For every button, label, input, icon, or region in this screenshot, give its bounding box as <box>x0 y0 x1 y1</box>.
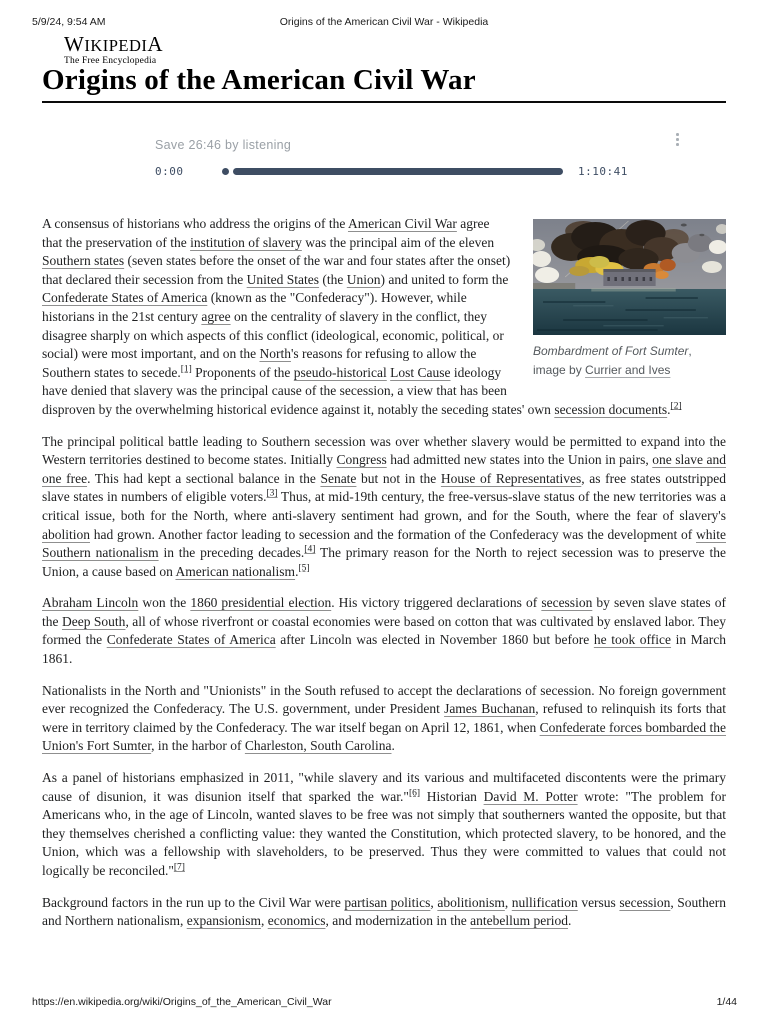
text-segment: , <box>504 894 512 910</box>
wordmark-letters: IKIPEDI <box>84 36 148 55</box>
paragraph <box>42 769 726 881</box>
listen-to-article-player <box>155 138 715 178</box>
text-segment: , all of whose riverfront or coastal economies were based on cotton that was cultivated by enslaved labor. They formed the <box>42 613 726 648</box>
text-segment: , <box>260 913 268 929</box>
reference-link[interactable]: [4] <box>304 544 316 555</box>
article-link[interactable]: 1860 presidential election <box>190 595 332 611</box>
article-link[interactable]: Deep South <box>61 613 126 629</box>
article-link[interactable]: secession documents <box>554 401 668 417</box>
paragraph-text <box>42 895 726 929</box>
text-segment: . <box>667 401 671 417</box>
text-segment: by seven slave states of the <box>42 595 726 629</box>
text-segment: (known as the "Confederacy"). However, while historians in the 21st century <box>42 290 467 324</box>
text-segment: in March 1861. <box>42 632 726 667</box>
kebab-menu-icon[interactable] <box>673 130 682 149</box>
article-link[interactable]: North <box>259 346 291 362</box>
article-link[interactable]: Congress <box>336 452 387 468</box>
article-link[interactable]: agree <box>201 308 231 324</box>
article-link[interactable]: Union <box>346 271 381 287</box>
text-segment: versus <box>577 894 620 910</box>
text-segment: ) and united to form the <box>380 271 509 287</box>
article-link[interactable]: abolition <box>42 526 90 542</box>
article-link[interactable]: James Buchanan <box>444 701 536 717</box>
article-link[interactable]: nullification <box>511 894 578 910</box>
wordmark-letter: A <box>147 32 164 56</box>
article-link[interactable]: Senate <box>320 470 357 486</box>
wikipedia-tagline: The Free Encyclopedia <box>64 56 157 66</box>
article-link[interactable]: Confederate States of America <box>42 290 208 306</box>
article-link[interactable]: Confederate States of America <box>106 632 276 648</box>
print-header-doc-title: Origins of the American Civil War - Wikipedia <box>279 16 489 28</box>
playhead-dot[interactable] <box>222 168 229 175</box>
reference-link[interactable]: [7] <box>173 862 185 873</box>
article-link[interactable]: abolitionism <box>437 894 505 910</box>
article-link[interactable]: Lost Cause <box>390 364 451 380</box>
reference-link[interactable]: [6] <box>408 788 421 799</box>
article-link[interactable]: economics <box>267 913 326 929</box>
text-segment: Bombardment of Fort Sumter <box>533 344 689 358</box>
text-segment: after Lincoln was elected in November 1860 but before <box>275 632 594 648</box>
figure-caption <box>533 342 726 380</box>
text-segment: . His victory triggered declarations of <box>331 595 542 611</box>
text-segment: ideology have denied that slavery was the principal cause of the secession, a view that has been disproven by the overwhelming historical evidence against it, notably the seceding states' own <box>42 364 555 417</box>
reference-link[interactable]: [3] <box>266 488 278 499</box>
paragraph-text <box>42 595 726 666</box>
article-link[interactable]: expansionism <box>186 913 261 929</box>
text-segment: in the preceding decades. <box>158 545 305 561</box>
paragraph-text <box>42 770 726 878</box>
article-link[interactable]: white Southern nationalism <box>42 526 726 561</box>
article-body <box>42 202 726 944</box>
text-segment: Proponents of the <box>191 364 294 380</box>
text-segment: , and modernization in the <box>325 913 471 929</box>
page-indicator: 1/44 <box>716 996 737 1008</box>
text-segment: A consensus of historians who address the origins of the <box>42 216 348 231</box>
paragraph-text <box>42 434 726 579</box>
article-link[interactable]: House of Representatives <box>440 470 582 486</box>
text-segment: won the <box>138 595 191 611</box>
text-segment: . <box>568 913 572 929</box>
paragraph-text <box>42 683 726 754</box>
article-link[interactable]: Southern states <box>42 253 125 269</box>
article-link[interactable]: institution of slavery <box>190 234 302 250</box>
article-link[interactable]: antebellum period <box>470 913 569 929</box>
text-segment: Background factors in the run up to the Civil War were <box>42 894 345 910</box>
paragraph <box>42 433 726 582</box>
current-time: 0:00 <box>155 165 184 178</box>
text-segment: was the principal aim of the eleven <box>301 234 495 250</box>
text-segment: had admitted new states into the Union in pairs, <box>386 452 653 468</box>
article-link[interactable]: Charleston, South Carolina <box>244 738 392 754</box>
article-link[interactable]: secession <box>541 595 593 611</box>
text-segment: Historian <box>420 788 484 804</box>
fort-sumter-figure <box>533 219 726 380</box>
text-segment: The principal political battle leading to Southern secession was over whether slavery would be permitted to expand into the Western territories destined to become states. Initially <box>42 433 726 468</box>
paragraph <box>42 682 726 756</box>
reference-link[interactable]: [5] <box>298 563 310 574</box>
reference-link[interactable]: [1] <box>180 364 192 375</box>
audio-progress-bar[interactable] <box>233 168 563 175</box>
text-segment: , <box>430 894 438 910</box>
article-link[interactable]: he took office <box>593 632 672 648</box>
text-segment: 's reasons for refusing to allow the Southern states to secede. <box>42 346 477 380</box>
text-segment: (seven states before the onset of the war and four states after the onset) that declared their secession from the <box>42 253 511 287</box>
text-segment: had grown. Another factor leading to secession and the formation of the Confederacy was the development of <box>90 526 696 542</box>
fort-sumter-image[interactable] <box>533 219 726 335</box>
article-link[interactable]: Currier and Ives <box>585 363 671 378</box>
text-segment: but not in the <box>356 470 441 486</box>
wikipedia-logo <box>64 34 163 67</box>
wikipedia-wordmark <box>64 34 163 55</box>
text-segment: , as free states outstripped slave states in numbers of eligible voters. <box>42 470 726 505</box>
article-link[interactable]: David M. Potter <box>483 788 578 804</box>
text-segment: . This had kept a sectional balance in the <box>87 470 321 486</box>
article-link[interactable]: American nationalism <box>175 563 296 579</box>
save-by-listening-label: Save 26:46 by listening <box>155 138 292 152</box>
text-segment: . <box>391 738 395 754</box>
footer-url: https://en.wikipedia.org/wiki/Origins_of_the_American_Civil_War <box>32 996 332 1008</box>
article-link[interactable]: partisan politics <box>344 894 431 910</box>
article-link[interactable]: one slave and one free <box>42 452 727 486</box>
text-segment: , refused to relinquish its forts that were in territory claimed by the Confederacy. The war itself began on April 12, 1861, when <box>42 701 726 735</box>
text-segment: , in the harbor of <box>151 738 245 754</box>
text-segment: , Southern and Northern nationalism, <box>42 894 727 929</box>
text-segment: Nationalists in the North and "Unionists" in the South refused to accept the declarations of secession. No foreign government ever recognized the Confederacy. The U.S. government, under President <box>42 682 726 717</box>
text-segment: The primary reason for the North to reject secession was to preserve the Union, a cause based on <box>42 545 726 579</box>
text-segment: , image by <box>533 344 692 378</box>
article-link[interactable]: Confederate forces bombarded the Union's Fort Sumter <box>42 719 726 754</box>
text-segment: . <box>295 563 299 579</box>
total-time: 1:10:41 <box>578 165 628 178</box>
wordmark-letter: W <box>64 32 85 56</box>
article-link[interactable]: secession <box>619 894 671 910</box>
paragraph <box>42 894 726 931</box>
print-header-datetime: 5/9/24, 9:54 AM <box>32 16 106 28</box>
paragraph <box>42 594 726 668</box>
article-link[interactable]: American Civil War <box>347 216 457 231</box>
text-segment: Thus, at mid-19th century, the free-versus-slave status of the new territories was a critical issue, both for the North, where anti-slavery sentiment had grown, and for the South, where the fear of slavery's <box>42 489 726 523</box>
article-link[interactable]: Abraham Lincoln <box>42 595 139 611</box>
article-link[interactable]: pseudo-historical <box>293 364 387 380</box>
text-segment: (the <box>319 271 347 287</box>
article-link[interactable]: United States <box>246 271 320 287</box>
text-segment: wrote: "The problem for Americans who, in the age of Lincoln, wanted slaves to be free was not simply that southerners wanted the opposite, but that they themselves cherished a conflicting value: they wanted the Constitution, which protected slavery, to be honored, and the Union, which was a fellowship with slaveholders, to be preserved. Thus they were committed to values that could not logically be reconciled." <box>42 788 726 878</box>
page-title: Origins of the American Civil War <box>42 64 476 96</box>
reference-link[interactable]: [2] <box>670 401 682 412</box>
text-segment: on the centrality of slavery in the conflict, they disagree sharply on which aspects of this conflict (ideological, economic, political, or social) were most important, and on the <box>42 308 504 362</box>
print-footer <box>32 996 737 1008</box>
text-segment: As a panel of historians emphasized in 2011, "while slavery and its various and multifaceted discontents were the primary cause of disunion, it was disunion itself that sparked the war." <box>42 770 726 804</box>
text-segment: agree that the preservation of the <box>42 216 490 250</box>
title-divider <box>42 101 726 103</box>
